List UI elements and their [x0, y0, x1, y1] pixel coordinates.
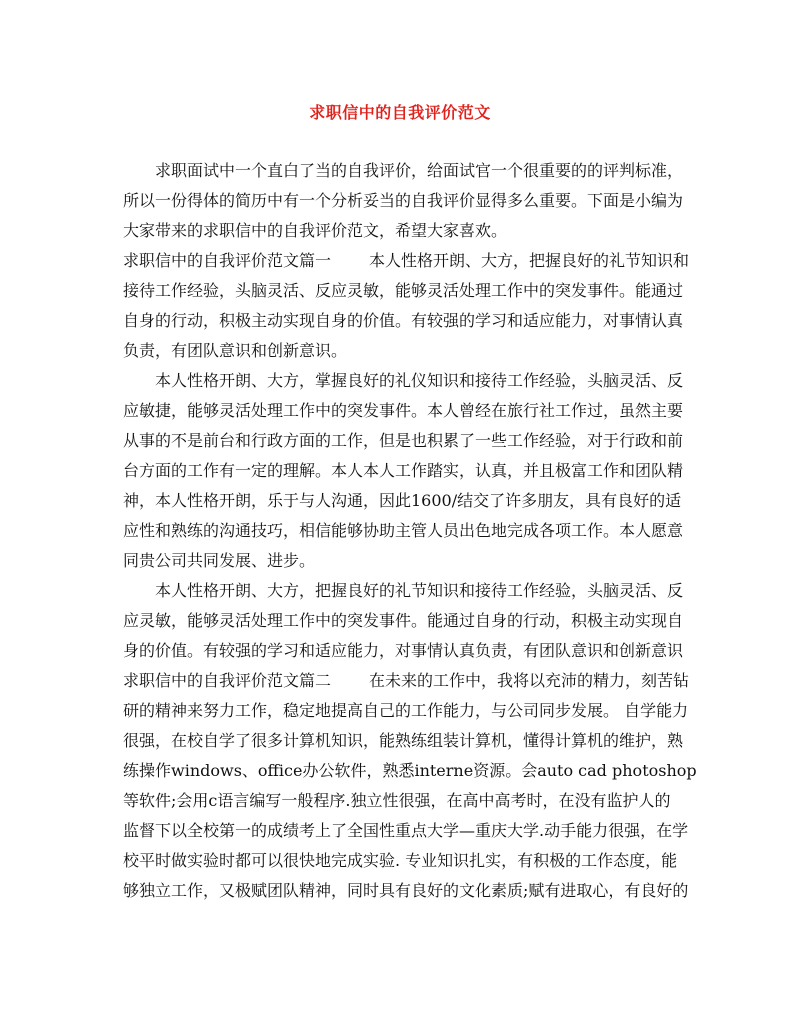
paragraph-line: 台方面的工作有一定的理解。本人本人工作踏实，认真，并且极富工作和团队精: [123, 461, 684, 480]
paragraph-line: 练操作windows、office办公软件，熟悉interne资源。会auto cad photoshop: [123, 761, 697, 780]
paragraph-line: 本人性格开朗、大方，掌握良好的礼仪知识和接待工作经验，头脑灵活、反: [155, 371, 684, 390]
paragraph-line: 校平时做实验时都可以很快地完成实验. 专业知识扎实，有积极的工作态度，能: [123, 851, 678, 870]
paragraph-line: 很强，在校自学了很多计算机知识，能熟练组装计算机，懂得计算机的维护，熟: [123, 731, 684, 750]
paragraph-line: 应敏捷，能够灵活处理工作中的突发事件。本人曾经在旅行社工作过，虽然主要: [123, 401, 684, 420]
paragraph-line: 监督下以全校第一的成绩考上了全国性重点大学—重庆大学.动手能力很强，在学: [123, 821, 689, 840]
paragraph-line: 自身的行动，积极主动实现自身的价值。有较强的学习和适应能力，对事情认真: [123, 311, 684, 330]
paragraph-text: 在未来的工作中，我将以充沛的精力，刻苦钻: [369, 671, 690, 690]
paragraph-line: 接待工作经验，头脑灵活、反应灵敏，能够灵活处理工作中的突发事件。能通过: [123, 281, 684, 300]
paragraph-line: 从事的不是前台和行政方面的工作，但是也积累了一些工作经验，对于行政和前: [123, 431, 684, 450]
section-heading-2: 求职信中的自我评价范文篇二: [123, 671, 332, 690]
document-body: [123, 156, 697, 906]
paragraph-line: [123, 666, 690, 696]
paragraph-line: 应灵敏，能够灵活处理工作中的突发事件。能通过自身的行动，积极主动实现自: [123, 611, 684, 630]
paragraph-line: 身的价值。有较强的学习和适应能力，对事情认真负责，有团队意识和创新意识: [123, 641, 684, 660]
paragraph-text: 本人性格开朗、大方，把握良好的礼节知识和: [369, 251, 690, 270]
section-heading-1: 求职信中的自我评价范文篇一: [123, 251, 332, 270]
paragraph-line: 等软件;会用c语言编写一般程序.独立性很强，在高中高考时，在没有监护人的: [123, 791, 671, 810]
paragraph-line: 应性和熟练的沟通技巧，相信能够协助主管人员出色地完成各项工作。本人愿意: [123, 521, 684, 540]
paragraph-line: 求职面试中一个直白了当的自我评价，给面试官一个很重要的的评判标准，: [155, 161, 684, 180]
paragraph-line: [123, 246, 690, 276]
document-title: 求职信中的自我评价范文: [309, 103, 491, 122]
paragraph-line: 同贵公司共同发展、进步。: [123, 551, 316, 570]
paragraph-line: 研的精神来努力工作，稳定地提高自己的工作能力，与公司同步发展。 自学能力: [123, 701, 689, 720]
paragraph-line: 本人性格开朗、大方，把握良好的礼节知识和接待工作经验，头脑灵活、反: [155, 581, 684, 600]
paragraph-line: 大家带来的求职信中的自我评价范文，希望大家喜欢。: [123, 221, 508, 240]
paragraph-line: 负责，有团队意识和创新意识。: [123, 341, 348, 360]
paragraph-line: 够独立工作，又极赋团队精神，同时具有良好的文化素质;赋有进取心，有良好的: [123, 881, 689, 900]
paragraph-line: 神，本人性格开朗，乐于与人沟通，因此1600/结交了许多朋友，具有良好的适: [123, 491, 682, 510]
paragraph-line: 所以一份得体的简历中有一个分析妥当的自我评价显得多么重要。下面是小编为: [123, 191, 684, 210]
